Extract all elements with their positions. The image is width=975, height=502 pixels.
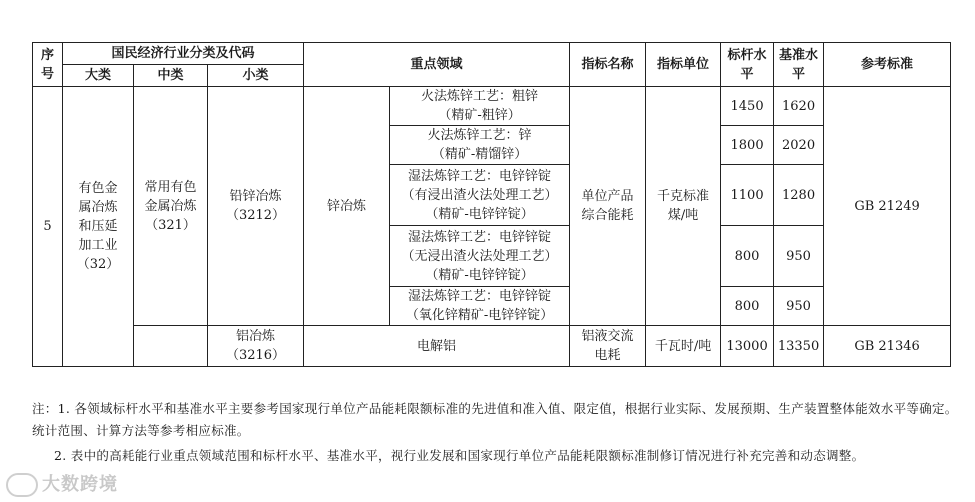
- process-line: （无浸出渣火法处理工艺）: [401, 248, 558, 264]
- process-line: （氧化锌精矿-电锌锌锭）: [405, 308, 554, 323]
- baseline-cell: 13350: [774, 326, 824, 367]
- minor-zinc-code: （3212）: [225, 208, 286, 223]
- process-cell: [390, 87, 570, 126]
- process-line: （有浸出渣火法处理工艺）: [401, 187, 558, 203]
- benchmark-cell: 13000: [721, 326, 774, 367]
- cell-unit-aluminum: 千瓦时/吨: [646, 326, 721, 367]
- baseline-cell: 1280: [774, 165, 824, 226]
- process-line: 火法炼锌工艺：粗锌: [421, 89, 539, 104]
- baseline-cell: 950: [774, 287, 824, 326]
- process-cell: [390, 226, 570, 287]
- cell-field-zinc: 锌冶炼: [304, 87, 390, 326]
- header-middle: 中类: [134, 65, 208, 87]
- process-cell: [390, 165, 570, 226]
- middle-class-text: 常用有色金属冶炼（321）: [144, 179, 197, 233]
- major-class-text: 有色金属冶炼和压延加工业（32）: [76, 181, 120, 272]
- process-line: （精矿-电锌锌锭）: [425, 206, 534, 222]
- cell-indicator-aluminum: [570, 326, 646, 367]
- header-seq: 序号: [33, 43, 63, 87]
- energy-benchmark-table: [32, 42, 951, 367]
- cell-indicator-zinc: [570, 87, 646, 326]
- baseline-cell: 2020: [774, 126, 824, 165]
- header-major: 大类: [63, 65, 134, 87]
- minor-zinc-name: 铅锌冶炼: [229, 189, 282, 204]
- header-baseline: 基准水平: [774, 43, 824, 87]
- cell-minor-aluminum: [208, 326, 304, 367]
- benchmark-cell: 1800: [721, 126, 774, 165]
- unit-zinc-text: 千克标准煤/吨: [657, 189, 710, 223]
- header-indicator-name: 指标名称: [570, 43, 646, 87]
- baseline-cell: 1620: [774, 87, 824, 126]
- process-line: （精矿-精馏锌）: [431, 147, 528, 162]
- cell-major-class: [63, 87, 134, 367]
- cell-reference-zinc: GB 21249: [824, 87, 951, 326]
- process-line: 火法炼锌工艺：锌: [427, 128, 532, 143]
- minor-aluminum-name: 铝冶炼: [236, 329, 276, 344]
- header-benchmark: 标杆水平: [721, 43, 774, 87]
- watermark: [6, 470, 118, 497]
- benchmark-cell: 800: [721, 226, 774, 287]
- cell-reference-aluminum: GB 21346: [824, 326, 951, 367]
- cell-unit-zinc: [646, 87, 721, 326]
- benchmark-cell: 1100: [721, 165, 774, 226]
- header-industry-group: 国民经济行业分类及代码: [63, 43, 304, 65]
- cell-minor-zinc: [208, 87, 304, 326]
- benchmark-cell: 1450: [721, 87, 774, 126]
- note-1: 注：1. 各领域标杆水平和基准水平主要参考国家现行单位产品能耗限额标准的先进值和准入值、限定值，根据行业实际、发展预期、生产装置整体能效水平等确定。统计范围、计算方法等参考相应标准。: [32, 401, 958, 438]
- process-line: （精矿-粗锌）: [438, 108, 521, 123]
- cell-seq: 5: [33, 87, 63, 367]
- process-line: 湿法炼锌工艺：电锌锌锭: [408, 168, 552, 184]
- process-line: 湿法炼锌工艺：电锌锌锭: [408, 289, 552, 304]
- baseline-cell: 950: [774, 226, 824, 287]
- cell-field-aluminum: 电解铝: [304, 326, 570, 367]
- benchmark-cell: 800: [721, 287, 774, 326]
- table-notes: [32, 398, 960, 467]
- watermark-text: 大数跨境: [42, 474, 118, 495]
- process-cell: [390, 287, 570, 326]
- indicator-zinc-text: 单位产品综合能耗: [581, 189, 634, 223]
- header-indicator-unit: 指标单位: [646, 43, 721, 87]
- header-reference: 参考标准: [824, 43, 951, 87]
- header-key-field: 重点领域: [304, 43, 570, 87]
- note-2: 2. 表中的高耗能行业重点领域范围和标杆水平、基准水平，视行业发展和国家现行单位产品能耗限额标准制修订情况进行补充完善和动态调整。: [54, 448, 865, 463]
- cell-middle-class: [134, 87, 208, 326]
- watermark-logo-icon: [6, 473, 38, 497]
- header-minor: 小类: [208, 65, 304, 87]
- cell-middle-class-aluminum-empty: [134, 326, 208, 367]
- process-line: 湿法炼锌工艺：电锌锌锭: [408, 229, 552, 245]
- process-line: （精矿-电锌锌锭）: [425, 267, 534, 283]
- indicator-aluminum-text: 铝液交流电耗: [581, 329, 634, 363]
- minor-aluminum-code: （3216）: [225, 348, 286, 363]
- process-cell: [390, 126, 570, 165]
